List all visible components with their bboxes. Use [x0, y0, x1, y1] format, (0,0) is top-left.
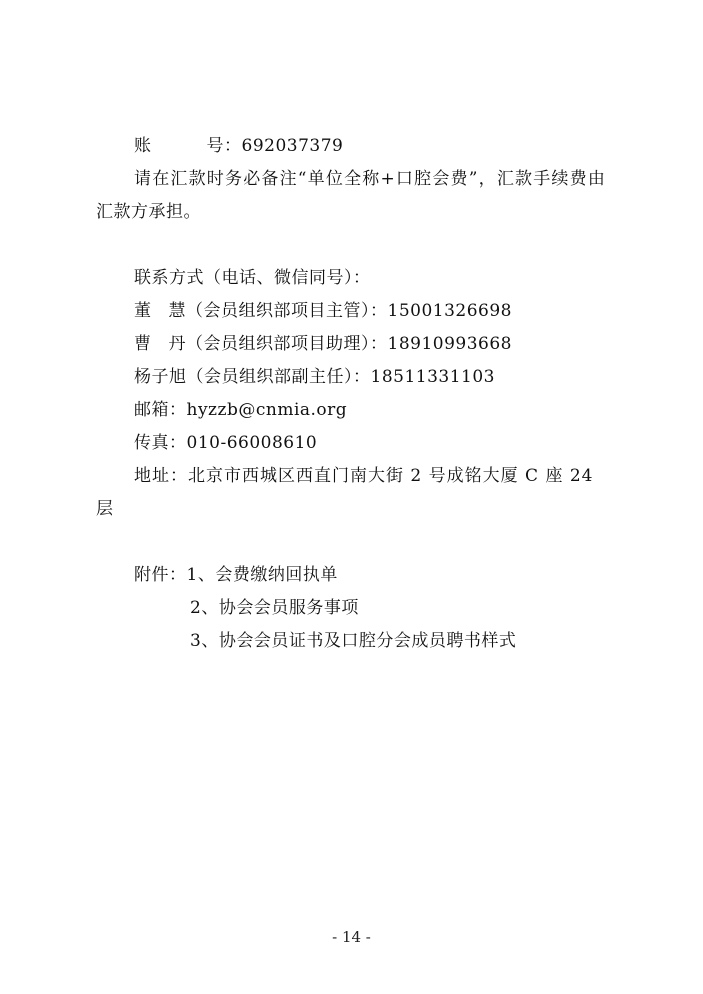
email-label: 邮箱：: [134, 400, 187, 420]
account-label-last: 号：: [206, 136, 242, 156]
address-text-1: 北京市西城区西直门南大街 2 号成铭大厦 C 座 24: [188, 466, 594, 486]
contact-person-2-name-a: 曹: [134, 334, 152, 354]
contact-person-3: [134, 367, 495, 387]
email-address[interactable]: hyzzb@cnmia.org: [186, 400, 348, 420]
contact-person-1-role: （会员组织部项目主管）：: [186, 301, 388, 321]
contact-person-2: [134, 334, 512, 354]
attachments-label: 附件：: [134, 565, 187, 585]
remittance-note-line-1: 请在汇款时务必备注“单位全称+口腔会费”，汇款手续费由: [134, 169, 607, 189]
address-label: 地址：: [134, 466, 188, 486]
contact-person-1-name-a: 董: [134, 301, 152, 321]
contact-person-3-name: 杨子旭: [134, 367, 187, 387]
contact-person-3-role: （会员组织部副主任）：: [186, 367, 371, 387]
fax-number: 010-66008610: [186, 433, 318, 453]
email-line: [134, 400, 347, 420]
page-number: - 14 -: [332, 928, 371, 946]
address-line-1: [134, 466, 593, 486]
attachment-item-3: 3、协会会员证书及口腔分会成员聘书样式: [190, 631, 517, 651]
contact-person-1-phone: 15001326698: [387, 301, 512, 321]
attachment-item-2: 2、协会会员服务事项: [190, 598, 359, 618]
contact-person-2-name-b: 丹: [168, 334, 186, 354]
contact-heading: 联系方式（电话、微信同号）：: [134, 268, 371, 288]
fax-label: 传真：: [134, 433, 187, 453]
account-number: 692037379: [241, 136, 344, 156]
address-line-2: 层: [96, 499, 114, 519]
contact-person-1: [134, 301, 512, 321]
contact-person-2-phone: 18910993668: [387, 334, 512, 354]
account-label-first: 账: [134, 136, 152, 156]
contact-person-2-role: （会员组织部项目助理）：: [186, 334, 388, 354]
attachment-item-1: [134, 565, 338, 585]
fax-line: [134, 433, 317, 453]
contact-person-3-phone: 18511331103: [370, 367, 495, 387]
contact-person-1-name-b: 慧: [168, 301, 186, 321]
attachment-1-text: 1、会费缴纳回执单: [186, 565, 338, 585]
remittance-note-line-2: 汇款方承担。: [96, 202, 201, 222]
account-line: [134, 136, 343, 156]
